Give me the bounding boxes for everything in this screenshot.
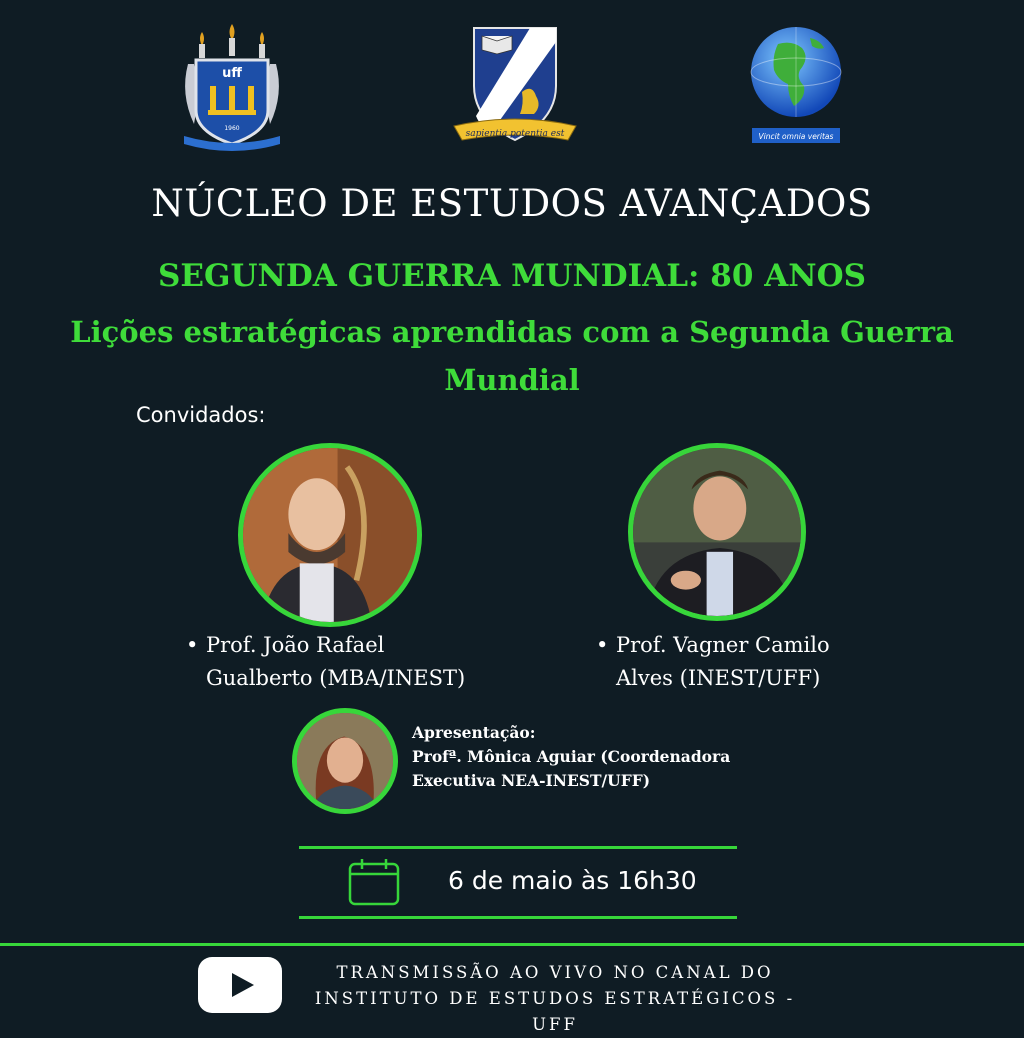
speaker-photo-vagner — [628, 443, 806, 621]
footer-line2: INSTITUTO DE ESTUDOS ESTRATÉGICOS - UFF — [314, 989, 796, 1034]
footer-text — [290, 960, 820, 1038]
calendar-icon — [347, 857, 401, 907]
bullet-icon: • — [596, 633, 609, 657]
youtube-play-icon[interactable] — [198, 957, 282, 1013]
svg-text:uff: uff — [222, 66, 242, 81]
footer-divider — [0, 943, 1024, 946]
footer-line1: TRANSMISSÃO AO VIVO NO CANAL DO — [336, 963, 774, 982]
speaker-photo-joao — [238, 443, 422, 627]
speaker-vagner — [596, 629, 916, 695]
event-subtitle — [40, 308, 984, 404]
event-title: SEGUNDA GUERRA MUNDIAL: 80 ANOS — [158, 258, 866, 294]
divider — [299, 846, 737, 849]
presentation-label: Apresentação: — [412, 723, 536, 742]
svg-text:Vincit omnia veritas: Vincit omnia veritas — [758, 132, 834, 141]
speaker-name-line2: Gualberto (MBA/INEST) — [206, 666, 466, 690]
inest-shield-logo — [450, 24, 580, 154]
event-subtitle-line2: Mundial — [444, 363, 580, 397]
presenter-photo-monica — [292, 708, 398, 814]
speaker-joao — [186, 629, 506, 695]
speaker-name-line1: Prof. João Rafael — [206, 633, 385, 657]
globe-logo — [748, 24, 844, 146]
svg-text:1960: 1960 — [224, 125, 240, 132]
svg-text:sapientia potentia est: sapientia potentia est — [465, 129, 565, 139]
bullet-icon: • — [186, 633, 199, 657]
presenter-line1: Profª. Mônica Aguiar (Coordenadora — [412, 747, 731, 766]
event-subtitle-line1: Lições estratégicas aprendidas com a Segunda Guerra — [70, 315, 954, 349]
event-date: 6 de maio às 16h30 — [448, 866, 697, 895]
presentation-block — [412, 721, 772, 793]
speaker-name-line1: Prof. Vagner Camilo — [616, 633, 830, 657]
presenter-line2: Executiva NEA-INEST/UFF) — [412, 771, 651, 790]
uff-crest-logo — [180, 24, 284, 154]
speaker-name-line2: Alves (INEST/UFF) — [616, 666, 821, 690]
guests-label: Convidados: — [136, 403, 266, 427]
page-title: NÚCLEO DE ESTUDOS AVANÇADOS — [151, 182, 873, 225]
divider — [299, 916, 737, 919]
